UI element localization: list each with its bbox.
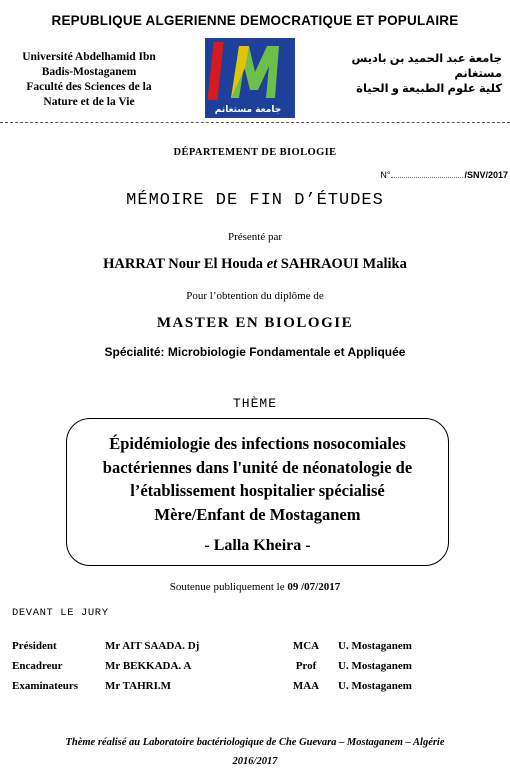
lab-footer: Thème réalisé au Laboratoire bactériologique de Che Guevara – Mostaganem – Algérie xyxy=(65,737,445,748)
specialty: Spécialité: Microbiologie Fondamentale et Appliquée xyxy=(104,345,406,359)
jury-role: Examinateurs xyxy=(12,680,78,692)
defense-label: Soutenue publiquement le xyxy=(169,581,285,593)
defense-date-value: 09 /07/2017 xyxy=(287,581,341,593)
academic-year: 2016/2017 xyxy=(232,756,278,767)
jury-grade: MCA xyxy=(292,640,320,652)
univ-fr-line: Université Abdelhamid Ibn xyxy=(22,51,156,63)
presented-by-label: Présenté par xyxy=(227,231,283,243)
reference-number xyxy=(380,170,508,180)
theme-line: Mère/Enfant de Mostaganem xyxy=(154,504,361,524)
jury-institution: U. Mostaganem xyxy=(338,680,412,692)
univ-ar-line: جامعة عبد الحميد بن باديس xyxy=(351,53,502,65)
theme-label: THÈME xyxy=(232,396,277,411)
logo-arabic-text: جامعة مستغانم xyxy=(214,105,282,115)
authors xyxy=(0,256,510,273)
univ-fr-line: Badis-Mostaganem xyxy=(41,66,137,78)
diploma-intro: Pour l’obtention du diplôme de xyxy=(186,290,324,302)
univ-ar-line: مستغانم xyxy=(454,68,502,80)
university-name-ar xyxy=(324,52,502,97)
ref-prefix: N° xyxy=(380,170,391,180)
jury-name: Mr BEKKADA. A xyxy=(105,660,192,672)
author-2: SAHRAOUI Malika xyxy=(280,256,407,272)
defense-date xyxy=(0,581,510,593)
jury-grade: MAA xyxy=(292,680,320,692)
theme-line: bactériennes dans l'unité de néonatologie de xyxy=(102,457,413,477)
department-name: DÉPARTEMENT DE BIOLOGIE xyxy=(173,147,337,158)
jury-grade: Prof xyxy=(295,660,317,672)
jury-role: Encadreur xyxy=(12,660,63,672)
university-logo-icon xyxy=(205,38,295,118)
ref-suffix: /SNV/2017 xyxy=(464,170,508,180)
university-name-fr xyxy=(0,50,178,110)
jury-institution: U. Mostaganem xyxy=(338,640,412,652)
univ-ar-line: كلية علوم الطبيعة و الحياة xyxy=(356,83,502,95)
theme-line: l’établissement hospitalier spécialisé xyxy=(130,481,385,500)
theme-place: - Lalla Kheira - xyxy=(204,537,311,554)
degree-title: MASTER EN BIOLOGIE xyxy=(156,315,354,331)
jury-label: DEVANT LE JURY xyxy=(12,607,109,619)
theme-title xyxy=(66,432,449,526)
author-1: HARRAT Nour El Houda xyxy=(103,256,264,272)
jury-institution: U. Mostaganem xyxy=(338,660,412,672)
univ-fr-line: Faculté des Sciences de la xyxy=(26,81,152,93)
author-conjunction: et xyxy=(266,256,278,272)
republic-header: REPUBLIQUE ALGERIENNE DEMOCRATIQUE ET POPULAIRE xyxy=(51,13,459,28)
document-title: MÉMOIRE DE FIN D’ÉTUDES xyxy=(126,191,384,210)
header-separator xyxy=(0,122,510,123)
jury-name: Mr AIT SAADA. Dj xyxy=(105,640,200,652)
jury-role: Président xyxy=(12,640,57,652)
ref-blank xyxy=(391,177,463,178)
theme-line: Épidémiologie des infections nosocomiales xyxy=(109,434,406,453)
jury-name: Mr TAHRI.M xyxy=(105,680,171,692)
univ-fr-line: Nature et de la Vie xyxy=(43,96,135,108)
